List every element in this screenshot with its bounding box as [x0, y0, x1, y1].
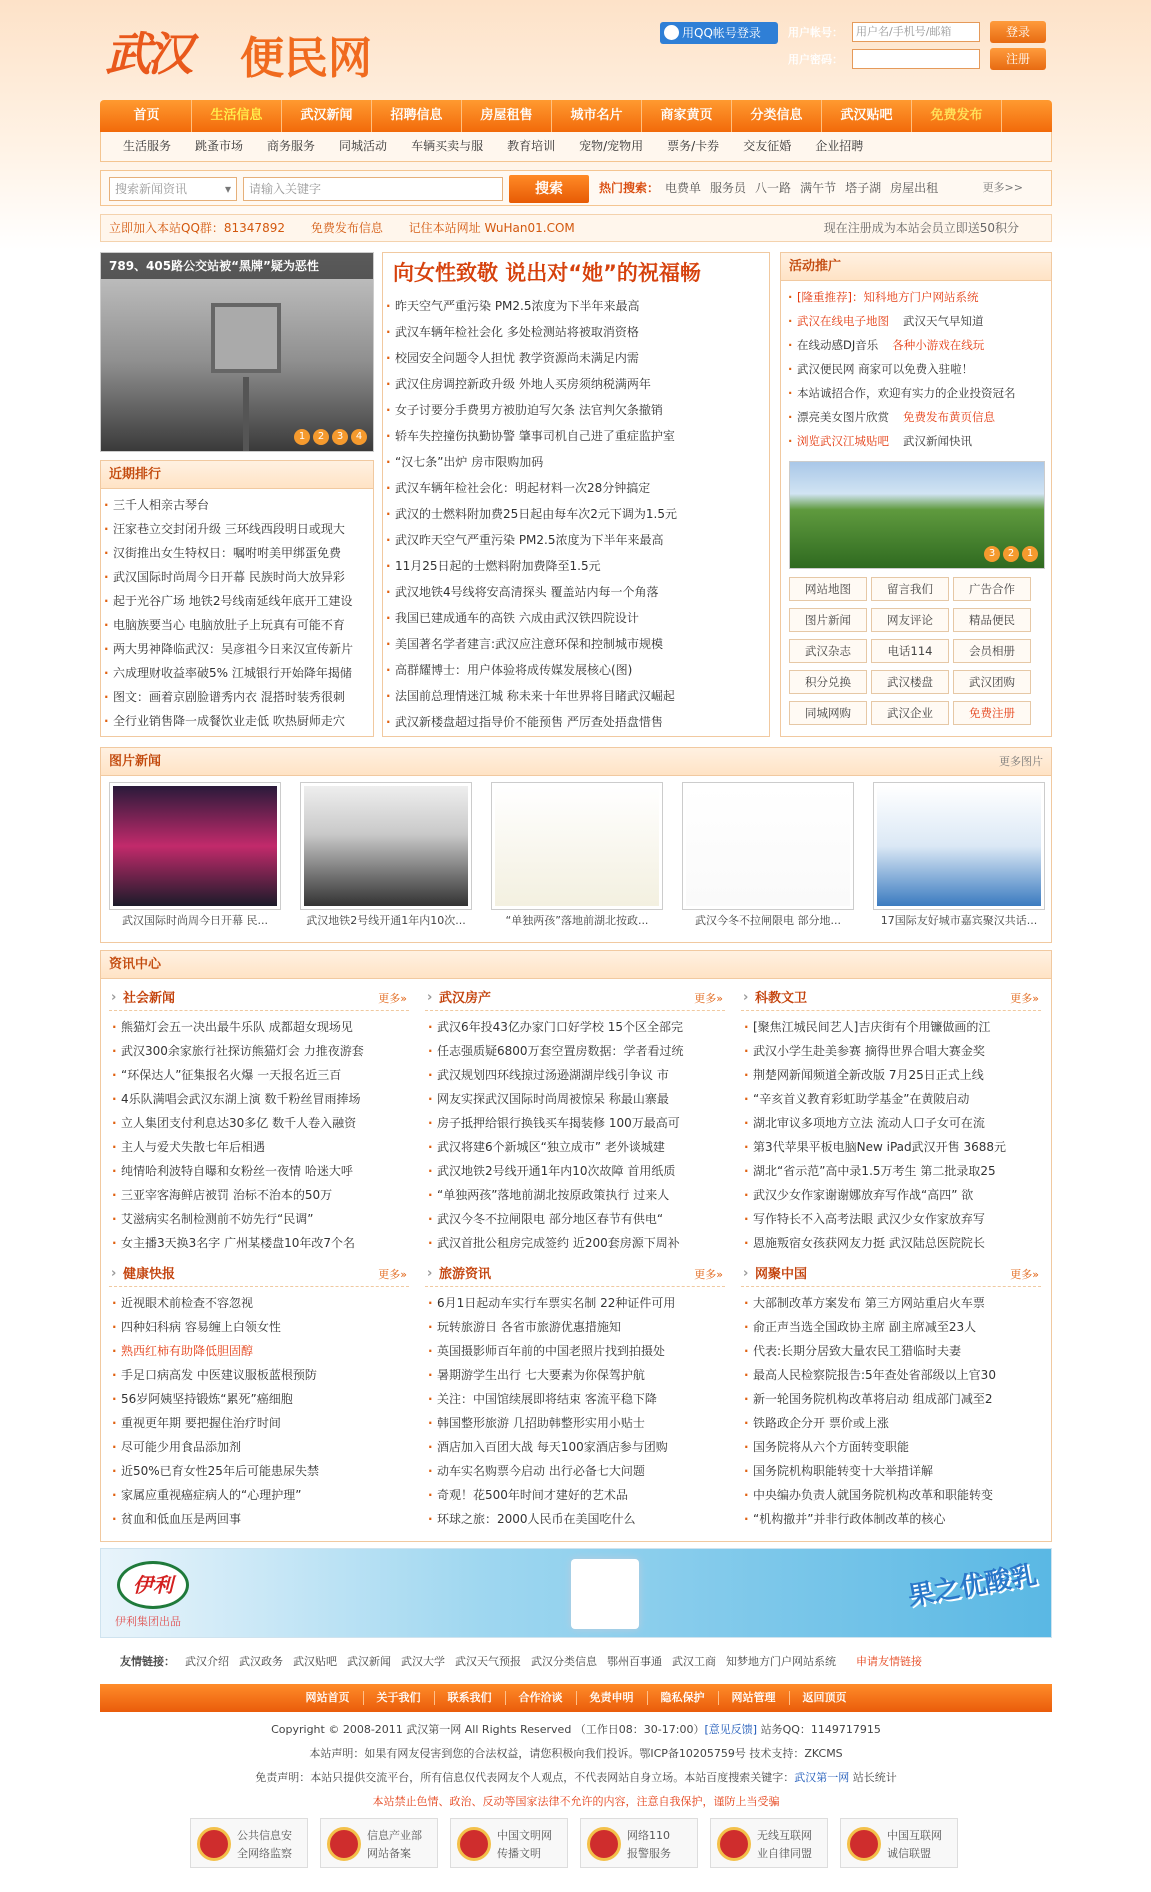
picture-news-image: [300, 782, 472, 910]
promo-item[interactable]: 武汉新闻快讯: [903, 434, 972, 448]
headline-item[interactable]: · 女子讨要分手费男方被肋迫写欠条 法官判欠条撤销: [383, 397, 769, 423]
rank-item[interactable]: · 图文：画着京剧脸谱秀内衣 混搭时装秀很刺: [101, 685, 373, 709]
info-column-2: [741, 987, 1041, 1255]
headline-item[interactable]: · 11月25日起的士燃料附加费降至1.5元: [383, 553, 769, 579]
info-news-item[interactable]: · 武汉6年投43亿办家门口好学校 15个区全部完: [425, 1015, 725, 1039]
lake-dot[interactable]: 3: [984, 546, 1000, 562]
subnav-item[interactable]: 车辆买卖与服: [411, 139, 484, 153]
info-news-item[interactable]: · 武汉规划四环线掠过汤逊湖湖岸线引争议 市: [425, 1063, 725, 1087]
info-news-item[interactable]: · 近50%已育女性25年后可能患尿失禁: [109, 1459, 409, 1483]
footer-nav: [100, 1684, 1052, 1712]
cert-seal-icon: [457, 1827, 491, 1861]
info-news-item[interactable]: · 6月1日起动车实行车票实名制 22种证件可用: [425, 1291, 725, 1315]
headline-item[interactable]: · 武汉车辆年检社会化：明起材料一次28分钟搞定: [383, 475, 769, 501]
promo-row: [785, 309, 1051, 333]
yili-logo: 伊利: [117, 1561, 189, 1609]
promo-grid-button[interactable]: 图片新闻: [789, 608, 867, 632]
register-button[interactable]: 注册: [990, 48, 1046, 70]
info-news-item[interactable]: · 国务院机构职能转变十大举措详解: [741, 1459, 1041, 1483]
friend-link[interactable]: 武汉政务: [239, 1655, 283, 1668]
promo-grid-button[interactable]: 网友评论: [871, 608, 949, 632]
promo-row: [785, 381, 1051, 405]
info-news-item[interactable]: · 任志强质疑6800万套空置房数据：学者看过统: [425, 1039, 725, 1063]
info-news-item[interactable]: · 网友实探武汉国际时尚周被惊呆 称最山寨最: [425, 1087, 725, 1111]
logo-text: 便民网: [240, 33, 372, 84]
cert-badge[interactable]: [710, 1818, 828, 1868]
friend-link[interactable]: 鄂州百事通: [607, 1655, 662, 1668]
hot-keyword[interactable]: 服务员: [710, 181, 747, 195]
cert-badge[interactable]: [580, 1818, 698, 1868]
promo-item[interactable]: 武汉便民网 商家可以免费入驻啦！: [797, 362, 974, 376]
hot-keyword[interactable]: 电费单: [665, 181, 702, 195]
password-input[interactable]: [852, 49, 980, 69]
search-bar: [100, 170, 1052, 206]
promo-row: [785, 285, 1051, 309]
main-nav: [100, 100, 1052, 132]
info-news-item[interactable]: · 中央编办负责人就国务院机构改革和职能转变: [741, 1483, 1041, 1507]
disclaimer: 免责声明：本站只提供交流平台，所有信息仅代表网友个人观点，不代表网站自身立场。本站百度搜索关键字：: [255, 1771, 795, 1784]
info-news-item[interactable]: · 近视眼术前检查不容忽视: [109, 1291, 409, 1315]
nav-item-8[interactable]: 武汉贴吧: [822, 100, 912, 132]
picture-news-title: 图片新闻: [109, 754, 162, 769]
footer-nav-item[interactable]: 联系我们: [435, 1691, 506, 1705]
headline-item[interactable]: · 武汉昨天空气严重污染 PM2.5浓度为下半年来最高: [383, 527, 769, 553]
info-news-item[interactable]: · 暑期游学生出行 七大要素为你保驾护航: [425, 1363, 725, 1387]
hot-keywords: 热门搜索： 电费单 服务员 八一路 满午节 塔子湖 房屋出租: [599, 181, 939, 195]
promo-item[interactable]: 本站诚招合作，欢迎有实力的企业投资冠名: [797, 386, 1016, 400]
info-news-item[interactable]: · “辛亥首义教育彩虹助学基金”在黄陂启动: [741, 1087, 1041, 1111]
info-news-item[interactable]: · 武汉少女作家谢谢娜放弃写作战“高四” 欲: [741, 1183, 1041, 1207]
info-news-item[interactable]: · 手足口病高发 中医建议服板蓝根预防: [109, 1363, 409, 1387]
site-logo[interactable]: [105, 12, 405, 82]
promo-grid-button[interactable]: 武汉杂志: [789, 639, 867, 663]
warning-text: 本站禁止色情、政治、反动等国家法律不允许的内容，注意自我保护，谨防上当受骗: [372, 1795, 780, 1808]
slide-caption: 789、405路公交站被“黑牌”疑为恶性: [101, 253, 374, 279]
info-news-item[interactable]: · [聚焦江城民间艺人]吉庆街有个用镰做画的江: [741, 1015, 1041, 1039]
friend-links: [100, 1648, 1052, 1676]
slide-dot[interactable]: 3: [332, 429, 348, 445]
rank-item[interactable]: · 电脑族要当心 电脑放肚子上玩真有可能不育: [101, 613, 373, 637]
info-news-item[interactable]: · 艾滋病实名制检测前不妨先行“民调”: [109, 1207, 409, 1231]
rank-item[interactable]: · 汉街推出女生特权日：嘱咐咐美甲绑蛋免费: [101, 541, 373, 565]
hot-keyword[interactable]: 八一路: [755, 181, 792, 195]
hot-keyword[interactable]: 满午节: [800, 181, 837, 195]
picture-news-panel: [100, 747, 1052, 943]
info-center-title: 资讯中心: [101, 951, 1051, 979]
promo-grid-button[interactable]: 留言我们: [871, 577, 949, 601]
nav-item-6[interactable]: 商家黄页: [642, 100, 732, 132]
info-news-item[interactable]: · 酒店加入百团大战 每天100家酒店参与团购: [425, 1435, 725, 1459]
feedback-link[interactable]: [意见反馈]: [704, 1723, 758, 1736]
rank-item[interactable]: · 三千人相亲古琴台: [101, 493, 373, 517]
friend-link[interactable]: 知梦地方门户网站系统: [726, 1655, 836, 1668]
cert-line1: 公共信息安: [237, 1829, 292, 1842]
footer-nav-item[interactable]: 网站首页: [293, 1691, 364, 1705]
info-column-heading[interactable]: 社会新闻: [123, 991, 176, 1006]
rank-item[interactable]: · 武汉国际时尚周今日开幕 民族时尚大放异彩: [101, 565, 373, 589]
footer-nav-item[interactable]: 网站管理: [719, 1691, 790, 1705]
info-column-title: [425, 987, 725, 1011]
slide-dot[interactable]: 4: [351, 429, 367, 445]
friend-link[interactable]: 武汉新闻: [347, 1655, 391, 1668]
headline-item[interactable]: · 武汉住房调控新政升级 外地人买房须纳税满两年: [383, 371, 769, 397]
headline-item[interactable]: · 武汉新楼盘超过指导价不能预售 严厉查处捂盘惜售: [383, 709, 769, 735]
promo-title: 活动推广: [781, 253, 1051, 281]
promo-grid-button[interactable]: 电话114: [871, 639, 949, 663]
friend-links-label: 友情链接：: [120, 1655, 175, 1668]
info-column-3: [109, 1263, 409, 1531]
slide-dot[interactable]: 2: [313, 429, 329, 445]
rank-item[interactable]: · 全行业销售降一成餐饮业走低 吹热厨师走穴: [101, 709, 373, 733]
info-news-item[interactable]: · 第3代苹果平板电脑New iPad武汉开售 3688元: [741, 1135, 1041, 1159]
cert-line2: 传播文明: [497, 1847, 541, 1860]
picture-news-caption: 武汉今冬不拉闸限电 部分地...: [695, 914, 841, 927]
friend-link[interactable]: 武汉贴吧: [293, 1655, 337, 1668]
cert-seal-icon: [717, 1827, 751, 1861]
cert-seal-icon: [197, 1827, 231, 1861]
picture-news-item[interactable]: [300, 782, 472, 932]
info-news-item[interactable]: · 武汉地铁2号线开通1年内10次故障 首用纸质: [425, 1159, 725, 1183]
promo-item[interactable]: 免费发布黄页信息: [903, 410, 995, 424]
subnav-item[interactable]: 企业招聘: [815, 139, 864, 153]
promo-row: [785, 405, 1051, 429]
info-news-item[interactable]: · 纯情哈利波特自曝和女粉丝一夜情 哈迷大呼: [109, 1159, 409, 1183]
info-column-title: [109, 1263, 409, 1287]
hot-keyword[interactable]: 塔子湖: [845, 181, 882, 195]
cert-line1: 中国互联网: [887, 1829, 942, 1842]
nav-item-2[interactable]: 武汉新闻: [282, 100, 372, 132]
headline-item[interactable]: · 我国已建成通车的高铁 六成由武汉铁四院设计: [383, 605, 769, 631]
info-news-item[interactable]: · 4乐队满唱会武汉东湖上演 数千粉丝冒雨捧场: [109, 1087, 409, 1111]
cert-badge[interactable]: [190, 1818, 308, 1868]
info-column-heading[interactable]: 武汉房产: [439, 991, 492, 1006]
cert-badges: [190, 1818, 970, 1870]
cert-line2: 全网络监察: [237, 1847, 292, 1860]
info-column-heading[interactable]: 科教文卫: [755, 991, 808, 1006]
cert-seal-icon: [847, 1827, 881, 1861]
lake-dot[interactable]: 2: [1003, 546, 1019, 562]
footer-nav-item[interactable]: 隐私保护: [648, 1691, 719, 1705]
nav-item-5[interactable]: 城市名片: [552, 100, 642, 132]
promo-row: [785, 333, 1051, 357]
promo-row: [785, 357, 1051, 381]
cert-badge[interactable]: [840, 1818, 958, 1868]
info-news-item[interactable]: · 荆楚网新闻频道全新改版 7月25日正式上线: [741, 1063, 1041, 1087]
info-news-item[interactable]: · 韩国整形旅游 几招助韩整形实用小贴士: [425, 1411, 725, 1435]
hot-more-link[interactable]: 更多>>: [982, 181, 1023, 194]
rank-title: 近期排行: [101, 461, 373, 489]
info-news-item[interactable]: · 56岁阿姨坚持锻炼“累死”癌细胞: [109, 1387, 409, 1411]
info-news-item[interactable]: · 武汉小学生赴美参赛 摘得世界合唱大赛金奖: [741, 1039, 1041, 1063]
cert-seal-icon: [327, 1827, 361, 1861]
slide-dot[interactable]: 1: [294, 429, 310, 445]
subnav-item[interactable]: 交友征婚: [743, 139, 792, 153]
info-news-item[interactable]: · 玩转旅游日 各省市旅游优惠措施知: [425, 1315, 725, 1339]
promo-item[interactable]: 武汉天气早知道: [903, 314, 984, 328]
info-column-more[interactable]: 更多»: [694, 992, 723, 1005]
info-column-more[interactable]: 更多»: [378, 1268, 407, 1281]
news-slideshow[interactable]: [100, 252, 374, 452]
info-news-item[interactable]: · 家属应重视癌症病人的“心理护理”: [109, 1483, 409, 1507]
info-news-item[interactable]: · 英国摄影师百年前的中国老照片找到拍摄处: [425, 1339, 725, 1363]
headline-item[interactable]: · 轿车失控撞伤执勤协警 肇事司机自己进了重症监护室: [383, 423, 769, 449]
picture-news-image: [491, 782, 663, 910]
picture-news-caption: “单独两孩”落地前湖北按政...: [505, 914, 649, 927]
copyright-line: Copyright © 2008-2011 武汉第一网 All Rights Reserved （工作日08：30-17:00）: [271, 1723, 705, 1736]
info-column-0: [109, 987, 409, 1255]
rank-item[interactable]: · 两大男神降临武汉：吴彦祖今日来汉宣传新片: [101, 637, 373, 661]
info-column-title: [109, 987, 409, 1011]
headline-title[interactable]: 向女性致敬 说出对“她”的祝福畅: [393, 261, 701, 285]
copyright: [100, 1718, 1052, 1814]
promo-grid-button[interactable]: 武汉楼盘: [871, 670, 949, 694]
promo-item[interactable]: 在线动感DJ音乐: [797, 338, 879, 352]
promo-item[interactable]: 武汉在线电子地图: [797, 314, 889, 328]
info-news-item[interactable]: · 湖北“省示范”高中录1.5万考生 第二批录取25: [741, 1159, 1041, 1183]
site-statement: 本站声明：如果有网友侵害到您的合法权益，请您积极向我们投诉。鄂ICP备10205759号 技术支持：ZKCMS: [309, 1747, 843, 1760]
info-news-item[interactable]: · 三亚宰客海鲜店被罚 治标不治本的50万: [109, 1183, 409, 1207]
promo-grid-button[interactable]: 会员相册: [953, 639, 1031, 663]
apply-link[interactable]: 申请友情链接: [856, 1655, 922, 1668]
headline-item[interactable]: · 武汉车辆年检社会化 多处检测站将被取消资格: [383, 319, 769, 345]
info-news-item[interactable]: · 国务院将从六个方面转变职能: [741, 1435, 1041, 1459]
info-news-item[interactable]: · 大部制改革方案发布 第三方网站重启火车票: [741, 1291, 1041, 1315]
cert-line1: 信息产业部: [367, 1829, 422, 1842]
yogurt-cup-image: [571, 1559, 639, 1629]
info-column-more[interactable]: 更多»: [1010, 992, 1039, 1005]
promo-item[interactable]: [隆重推荐]：知科地方门户网站系统: [797, 290, 979, 304]
info-news-item[interactable]: · 武汉今冬不拉闸限电 部分地区春节有供电“: [425, 1207, 725, 1231]
username-input[interactable]: 用户名/手机号/邮箱: [852, 22, 980, 42]
info-column-4: [425, 1263, 725, 1531]
promo-grid-button[interactable]: 网站地图: [789, 577, 867, 601]
promo-grid-button[interactable]: 武汉企业: [871, 701, 949, 725]
promo-panel: [780, 252, 1052, 737]
info-news-item[interactable]: · 武汉将建6个新城区“独立成市” 老外谈城建: [425, 1135, 725, 1159]
headline-item[interactable]: · 昨天空气严重污染 PM2.5浓度为下半年来最高: [383, 293, 769, 319]
info-news-item[interactable]: · 铁路政企分开 票价或上涨: [741, 1411, 1041, 1435]
picture-news-item[interactable]: [682, 782, 854, 932]
login-button[interactable]: 登录: [990, 21, 1046, 43]
qq-login-button[interactable]: 用QQ帐号登录: [660, 22, 778, 44]
rank-panel: [100, 460, 374, 737]
subnav-item[interactable]: 宠物/宠物用: [579, 139, 644, 153]
nav-item-1[interactable]: 生活信息: [192, 100, 282, 132]
footer-nav-item[interactable]: 合作洽谈: [506, 1691, 577, 1705]
info-news-item[interactable]: · 四种妇科病 容易缠上白领女性: [109, 1315, 409, 1339]
footer-nav-item[interactable]: 返回顶页: [802, 1691, 847, 1704]
search-input[interactable]: 请输入关键字: [243, 177, 503, 201]
rank-item[interactable]: · 汪家巷立交封闭升级 三环线西段明日或现大: [101, 517, 373, 541]
picture-news-image: [682, 782, 854, 910]
info-news-item[interactable]: · 俞正声当选全国政协主席 副主席减至23人: [741, 1315, 1041, 1339]
nav-item-3[interactable]: 招聘信息: [372, 100, 462, 132]
friend-link[interactable]: 武汉分类信息: [531, 1655, 597, 1668]
register-promo-link[interactable]: 现在注册成为本站会员立即送50积分: [823, 221, 1019, 235]
bus-stop-sign-image: [211, 303, 281, 373]
promo-grid-button[interactable]: 免费注册: [953, 701, 1031, 725]
rank-item[interactable]: · 起于光谷广场 地铁2号线南延线年底开工建设: [101, 589, 373, 613]
info-column-more[interactable]: 更多»: [378, 992, 407, 1005]
subnav-item[interactable]: 跳蚤市场: [195, 139, 244, 153]
yili-subtext: 伊利集团出品: [115, 1615, 181, 1628]
promo-item[interactable]: 浏览武汉江城贴吧: [797, 434, 889, 448]
password-label: 用户密码：: [788, 53, 843, 66]
info-news-item[interactable]: · 武汉300余家旅行社探访熊猫灯会 力推夜游套: [109, 1039, 409, 1063]
nav-item-7[interactable]: 分类信息: [732, 100, 822, 132]
friend-link[interactable]: 武汉介绍: [185, 1655, 229, 1668]
info-column-title: [741, 1263, 1041, 1287]
info-center-panel: [100, 950, 1052, 1542]
subnav-item[interactable]: 教育培训: [507, 139, 556, 153]
info-news-item[interactable]: · 主人与爱犬失散七年后相遇: [109, 1135, 409, 1159]
info-news-item[interactable]: · “机构撤并”并非行政体制改革的核心: [741, 1507, 1041, 1531]
login-box: [660, 20, 1052, 72]
nav-item-4[interactable]: 房屋租售: [462, 100, 552, 132]
headline-item[interactable]: · “汉七条”出炉 房市限购加码: [383, 449, 769, 475]
info-column-heading[interactable]: 网聚中国: [755, 1267, 808, 1282]
subnav-item[interactable]: 同城活动: [339, 139, 388, 153]
picture-news-item[interactable]: [873, 782, 1045, 932]
info-column-more[interactable]: 更多»: [694, 1268, 723, 1281]
lake-dot[interactable]: 1: [1022, 546, 1038, 562]
promo-item[interactable]: 漂亮美女图片欣赏: [797, 410, 889, 424]
info-news-item[interactable]: · 熟西红柿有助降低胆固醇: [109, 1339, 409, 1363]
username-label: 用户帐号：: [788, 26, 843, 39]
cert-line2: 网站备案: [367, 1847, 411, 1860]
cert-badge[interactable]: [320, 1818, 438, 1868]
cert-badge[interactable]: [450, 1818, 568, 1868]
promo-grid-button[interactable]: 积分兑换: [789, 670, 867, 694]
search-type-select[interactable]: 搜索新闻资讯 ▾: [109, 177, 237, 201]
cert-line1: 中国文明网: [497, 1829, 552, 1842]
picture-news-caption: 17国际友好城市嘉宾聚汉共话...: [880, 914, 1038, 927]
sign-pole: [243, 377, 249, 452]
info-news-item[interactable]: · 新一轮国务院机构改革将启动 组成部门减至2: [741, 1387, 1041, 1411]
picture-news-caption: 武汉地铁2号线开通1年内10次...: [306, 914, 466, 927]
info-news-item[interactable]: · 尽可能少用食品添加剂: [109, 1435, 409, 1459]
info-column-more[interactable]: 更多»: [1010, 1268, 1039, 1281]
free-post-link[interactable]: 免费发布信息: [310, 221, 383, 235]
nav-item-9[interactable]: 免费发布: [912, 100, 1002, 132]
footer-nav-item[interactable]: 关于我们: [364, 1691, 435, 1705]
info-news-item[interactable]: · 立人集团支付利息达30多亿 数千人卷入融资: [109, 1111, 409, 1135]
info-news-item[interactable]: · 熊猫灯会五一决出最牛乐队 成都超女现场见: [109, 1015, 409, 1039]
headline-item[interactable]: · 高群耀博士：用户体验将成传媒发展核心(图): [383, 657, 769, 683]
info-column-1: [425, 987, 725, 1255]
info-news-item[interactable]: · 恩施叛宿女孩获网友力挺 武汉陆总医院院长: [741, 1231, 1041, 1255]
info-column-title: [425, 1263, 725, 1287]
logo-calligraphy: 武汉: [105, 27, 189, 81]
info-news-item[interactable]: · 环球之旅：2000人民币在美国吃什么: [425, 1507, 725, 1531]
sub-nav: [100, 132, 1052, 162]
rank-item[interactable]: · 六成理财收益率破5% 江城银行开始降年揭储: [101, 661, 373, 685]
subnav-item[interactable]: 生活服务: [123, 139, 172, 153]
info-news-item[interactable]: · 最高人民检察院报告:5年查处省部级以上官30: [741, 1363, 1041, 1387]
site-qq: 站务QQ：1149717915: [760, 1723, 881, 1736]
picture-news-item[interactable]: [109, 782, 281, 932]
info-news-item[interactable]: · 重视更年期 要把握住治疗时间: [109, 1411, 409, 1435]
lake-dots: [984, 546, 1038, 562]
qq-icon: [664, 25, 679, 40]
picture-news-caption: 武汉国际时尚周今日开幕 民...: [122, 914, 268, 927]
friend-link[interactable]: 武汉大学: [401, 1655, 445, 1668]
info-news-item[interactable]: · 湖北审议多项地方立法 流动人口子女可在流: [741, 1111, 1041, 1135]
site-url-text: 记住本站网址 WuHan01.COM: [408, 221, 575, 235]
cert-line2: 业自律同盟: [757, 1847, 812, 1860]
info-news-item[interactable]: · 女主播3天换3名字 广州某楼盘10年改7个名: [109, 1231, 409, 1255]
info-news-item[interactable]: · 贫血和低血压是两回事: [109, 1507, 409, 1531]
picture-news-item[interactable]: [491, 782, 663, 932]
search-keyword-link[interactable]: 武汉第一网: [794, 1771, 850, 1784]
nav-item-0[interactable]: 首页: [102, 100, 192, 132]
info-news-item[interactable]: · 动车实名购票今启动 出行必备七大问题: [425, 1459, 725, 1483]
picture-news-image: [873, 782, 1045, 910]
promo-row: [785, 429, 1051, 453]
info-news-item[interactable]: · 武汉首批公租房完成签约 近200套房源下周补: [425, 1231, 725, 1255]
picture-news-more[interactable]: 更多图片: [999, 755, 1043, 768]
promo-grid-button[interactable]: 精品便民: [953, 608, 1031, 632]
lake-photo[interactable]: [789, 461, 1045, 569]
cert-line2: 报警服务: [627, 1847, 671, 1860]
headline-item[interactable]: · 法国前总理情迷江城 称未来十年世界将目睹武汉崛起: [383, 683, 769, 709]
search-button[interactable]: 搜索: [509, 175, 589, 203]
picture-news-image: [109, 782, 281, 910]
product-name: 果之优酸乳: [905, 1559, 1040, 1613]
info-news-item[interactable]: · 房子抵押给银行换钱买车揭装修 100万最高可: [425, 1111, 725, 1135]
headline-panel: [382, 252, 770, 737]
cert-line1: 无线互联网: [757, 1829, 812, 1842]
yili-ad-banner[interactable]: [100, 1548, 1052, 1638]
subnav-item[interactable]: 票务/卡券: [667, 139, 720, 153]
subnav-item[interactable]: 商务服务: [267, 139, 316, 153]
slide-dots: [294, 429, 367, 445]
info-column-title: [741, 987, 1041, 1011]
promo-grid-button[interactable]: 广告合作: [953, 577, 1031, 601]
headline-item[interactable]: · 美国著名学者建言:武汉应注意环保和控制城市规模: [383, 631, 769, 657]
footer-nav-item[interactable]: 免责申明: [577, 1691, 648, 1705]
headline-item[interactable]: · 校园安全问题令人担忧 教学资源尚未满足内需: [383, 345, 769, 371]
headline-item[interactable]: · 武汉地铁4号线将安高清探头 覆盖站内每一个角落: [383, 579, 769, 605]
info-news-item[interactable]: · “单独两孩”落地前湖北按原政策执行 过来人: [425, 1183, 725, 1207]
promo-item[interactable]: 各种小游戏在线玩: [892, 338, 985, 352]
hot-keyword[interactable]: 房屋出租: [890, 181, 939, 195]
cert-seal-icon: [587, 1827, 621, 1861]
promo-grid-button[interactable]: 武汉团购: [953, 670, 1031, 694]
info-news-item[interactable]: · 奇观！花500年时间才建好的艺术品: [425, 1483, 725, 1507]
qq-group-text: 立即加入本站QQ群：81347892: [109, 221, 285, 235]
cert-line1: 网络110: [627, 1829, 670, 1842]
info-column-heading[interactable]: 健康快报: [123, 1267, 176, 1282]
info-news-item[interactable]: · 关注：中国馆续展即将结束 客流平稳下降: [425, 1387, 725, 1411]
headline-item[interactable]: · 武汉的士燃料附加费25日起由每车次2元下调为1.5元: [383, 501, 769, 527]
info-bar: [100, 214, 1052, 242]
info-column-heading[interactable]: 旅游资讯: [439, 1267, 492, 1282]
info-column-5: [741, 1263, 1041, 1531]
friend-link[interactable]: 武汉天气预报: [455, 1655, 521, 1668]
stat-link[interactable]: 站长统计: [852, 1771, 897, 1784]
info-news-item[interactable]: · “环保达人”征集报名火爆 一天报名近三百: [109, 1063, 409, 1087]
cert-line2: 诚信联盟: [887, 1847, 931, 1860]
info-news-item[interactable]: · 写作特长不入高考法眼 武汉少女作家放弃写: [741, 1207, 1041, 1231]
friend-link[interactable]: 武汉工商: [672, 1655, 716, 1668]
info-news-item[interactable]: · 代表:长期分居致大量农民工猎临时夫妻: [741, 1339, 1041, 1363]
promo-grid-button[interactable]: 同城网购: [789, 701, 867, 725]
